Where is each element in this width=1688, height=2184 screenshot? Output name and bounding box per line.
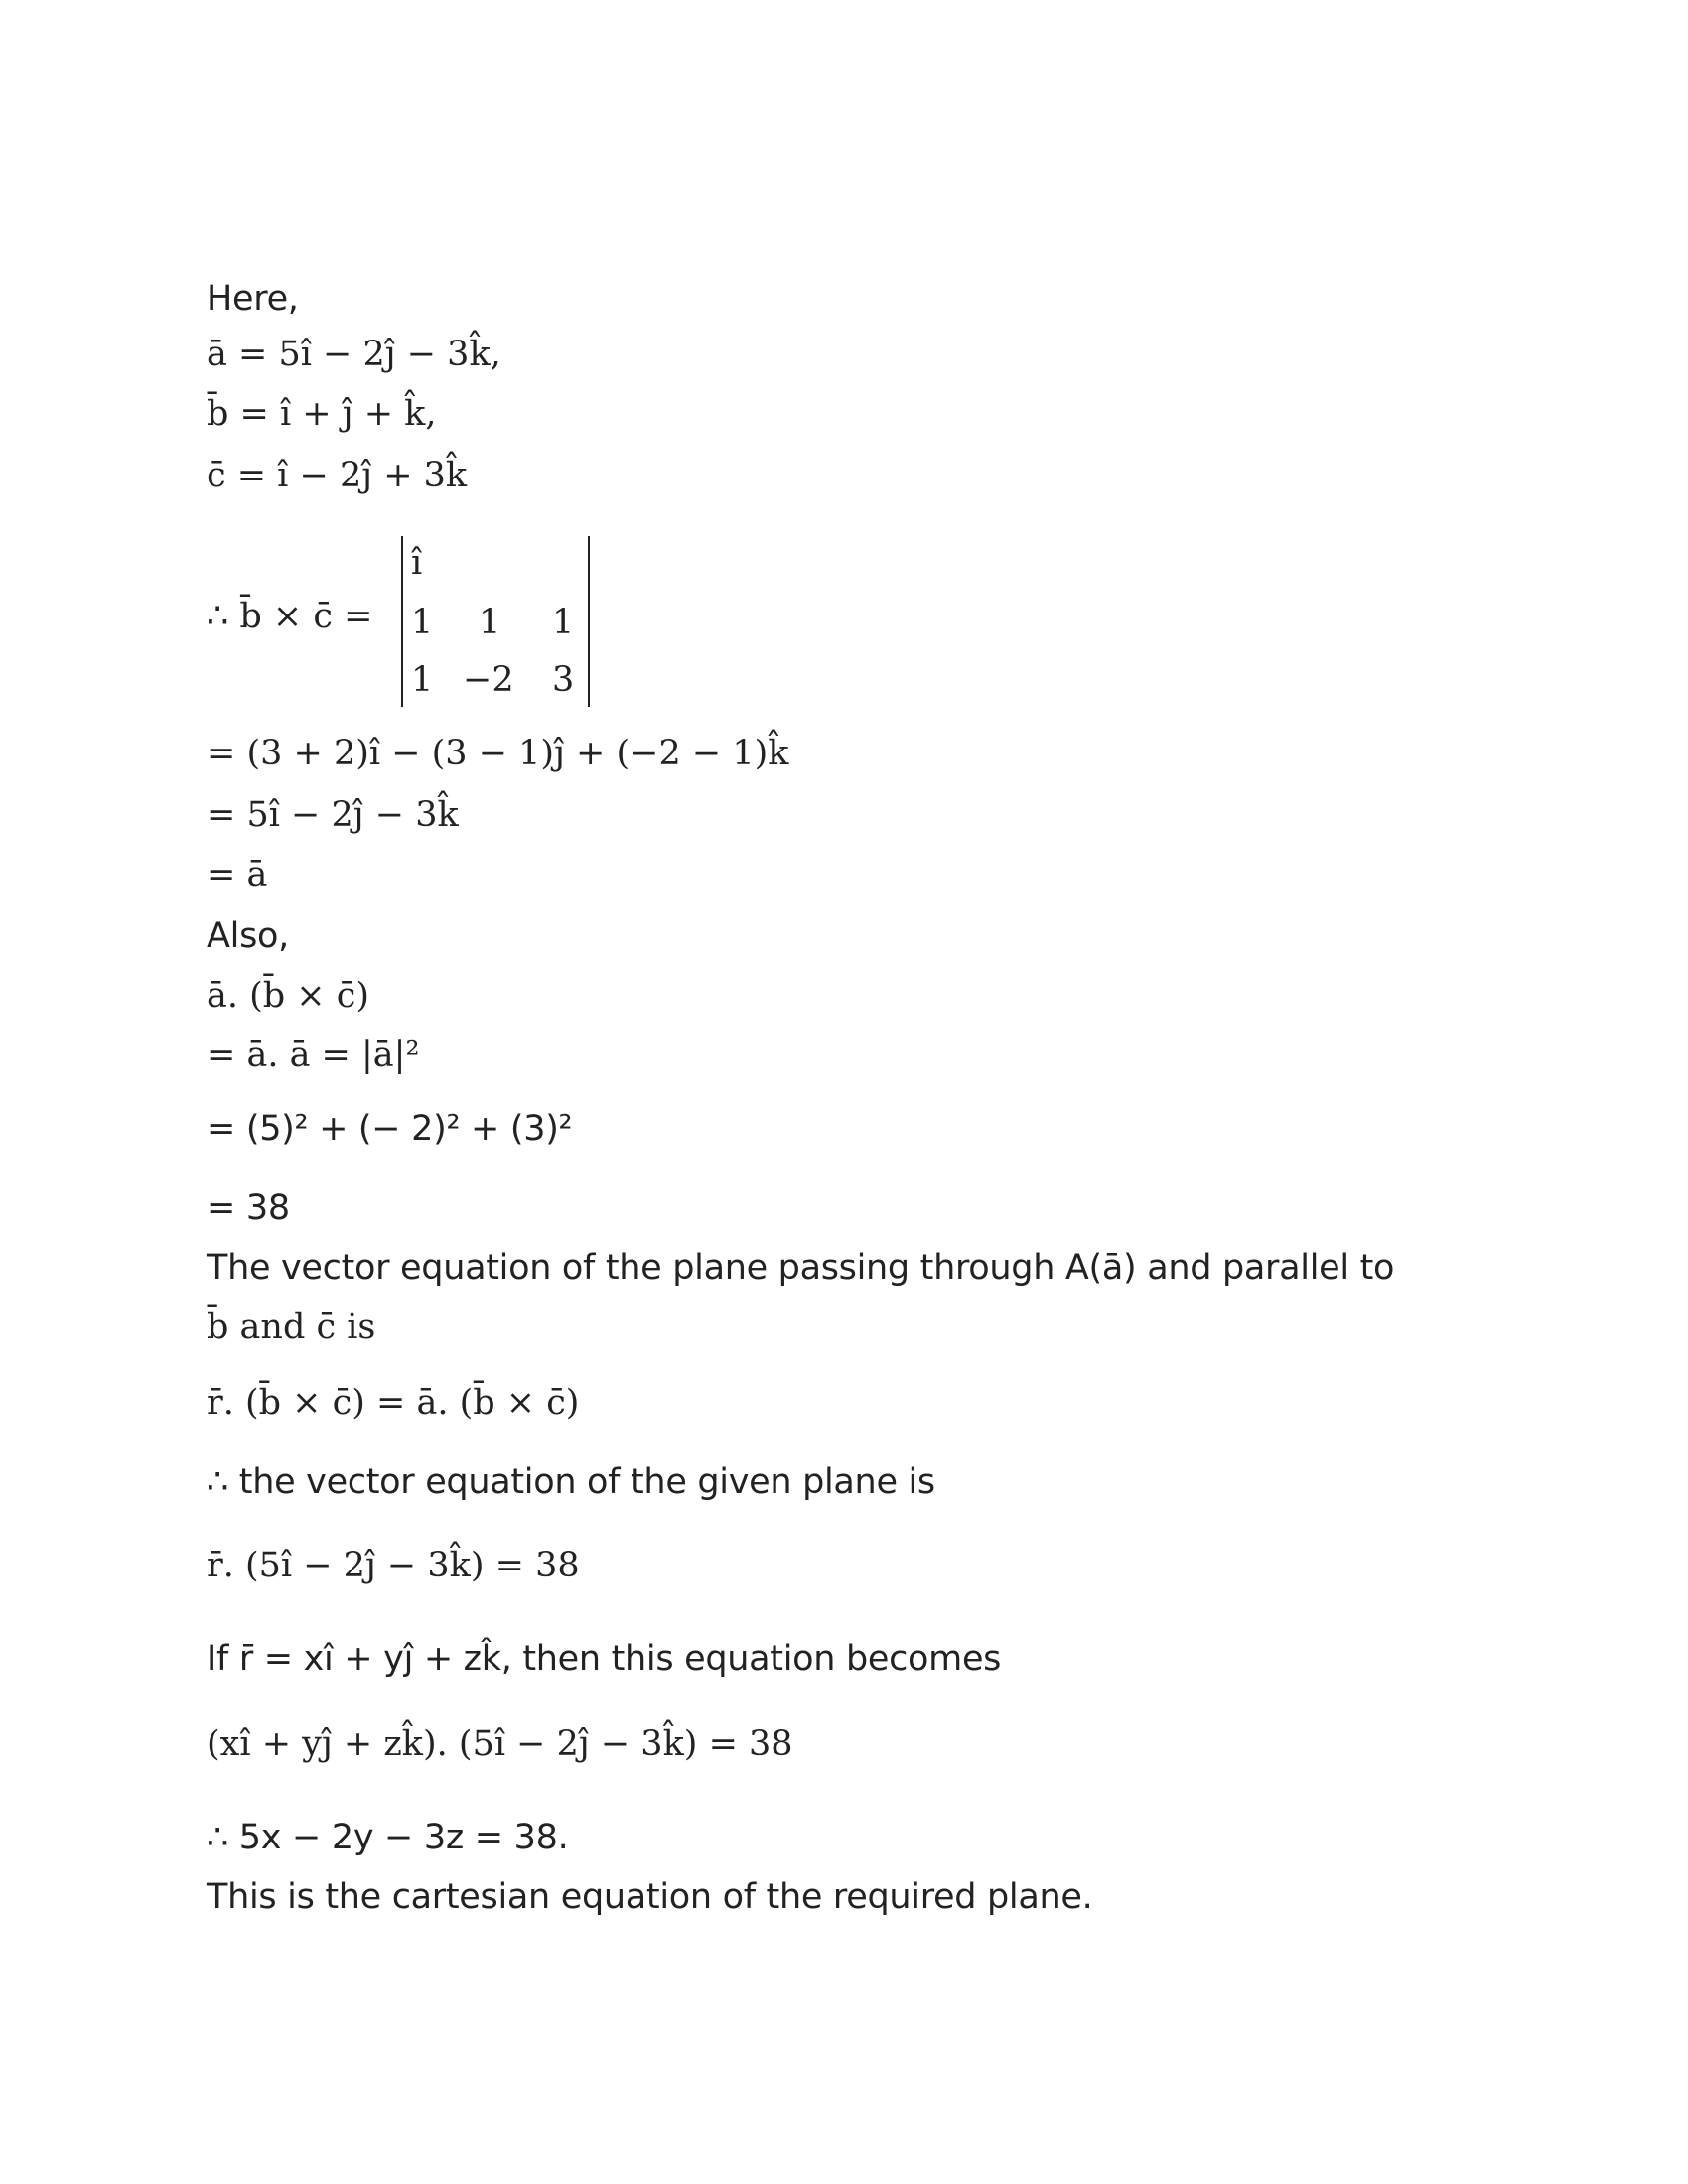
expansion-step: = (3 + 2)î − (3 − 1)ĵ + (−2 − 1)k̂	[207, 734, 789, 773]
cross-product-label: ∴ b̄ × c̄ =	[207, 597, 373, 636]
vector-c-definition: c̄ = î − 2ĵ + 3k̂	[207, 456, 468, 495]
conclusion-text: This is the cartesian equation of the required plane.	[207, 1877, 1093, 1917]
det-cell: 1	[411, 660, 434, 700]
therefore-statement: ∴ the vector equation of the given plane is	[207, 1462, 935, 1502]
substitution-statement: If r̄ = xî + yĵ + zk̂, then this equation becomes	[207, 1639, 1002, 1679]
det-cell-i: î	[411, 543, 423, 583]
a-dot-a: = ā. ā = |ā|²	[207, 1035, 420, 1075]
here-label: Here,	[207, 279, 299, 319]
det-cell: 1	[479, 603, 501, 642]
square-sum: = (5)² + (− 2)² + (3)²	[207, 1109, 573, 1149]
plane-description: The vector equation of the plane passing through A(ā) and parallel to	[207, 1248, 1395, 1288]
det-cell: −2	[463, 660, 514, 700]
cartesian-equation: ∴ 5x − 2y − 3z = 38.	[207, 1818, 569, 1857]
vector-a-definition: ā = 5î − 2ĵ − 3k̂,	[207, 335, 501, 374]
also-label: Also,	[207, 916, 289, 956]
vector-b-definition: b̄ = î + ĵ + k̂,	[207, 394, 437, 434]
scalar-triple-product: ā. (b̄ × c̄)	[207, 976, 370, 1016]
det-cell: 1	[411, 603, 434, 642]
expansion-result: = 5î − 2ĵ − 3k̂	[207, 795, 459, 835]
det-cell: 3	[552, 660, 575, 700]
det-cell: 1	[552, 603, 575, 642]
result-38: = 38	[207, 1188, 290, 1228]
plane-vector-equation: r̄. (5î − 2ĵ − 3k̂) = 38	[207, 1546, 580, 1585]
general-plane-equation: r̄. (b̄ × c̄) = ā. (b̄ × c̄)	[207, 1383, 580, 1423]
determinant	[401, 536, 590, 707]
equals-a: = ā	[207, 855, 268, 894]
substituted-equation: (xî + yĵ + zk̂). (5î − 2ĵ − 3k̂) = 38	[207, 1724, 793, 1764]
plane-description-cont: b̄ and c̄ is	[207, 1307, 376, 1347]
